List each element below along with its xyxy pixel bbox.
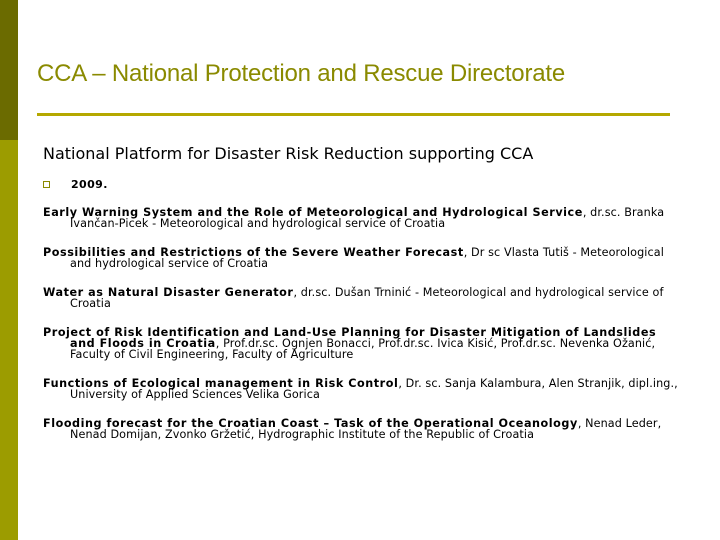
list-item [43,287,683,309]
sidebar-accent-bottom [0,140,18,540]
entry-authors: , dr.sc. Branka Ivančan-Picek - Meteorological and hydrological service of Croatia [70,206,665,230]
entry-authors: , Dr sc Vlasta Tutiš - Meteorological and hydrological service of Croatia [70,246,664,270]
title-underline [37,113,670,116]
list-item [43,247,683,269]
entry-title: Flooding forecast for the Croatian Coast – Task of the Operational Oceanology [43,417,578,430]
entry-title: Possibilities and Restrictions of the Severe Weather Forecast [43,246,464,259]
presentation-list [43,207,683,458]
slide-title: CCA – National Protection and Rescue Directorate [37,60,566,87]
list-item [43,418,683,440]
entry-title: Water as Natural Disaster Generator [43,286,294,299]
bullet-year: 2009. [71,178,108,191]
square-bullet-icon [43,181,50,188]
entry-authors: , Dr. sc. Sanja Kalambura, Alen Stranjik, dipl.ing., University of Applied Sciences Velika Gorica [70,377,678,401]
entry-authors: , dr.sc. Dušan Trninić - Meteorological and hydrological service of Croatia [70,286,664,310]
entry-title: Early Warning System and the Role of Meteorological and Hydrological Service [43,206,583,219]
entry-title: Project of Risk Identification and Land-Use Planning for Disaster Mitigation of Landslides and Floods in Croatia [43,326,657,350]
list-item [43,207,683,229]
slide-subtitle: National Platform for Disaster Risk Reduction supporting CCA [43,144,534,163]
entry-title: Functions of Ecological management in Risk Control [43,377,399,390]
list-item [43,327,683,360]
list-item [43,378,683,400]
entry-authors: , Nenad Leder, Nenad Domijan, Zvonko Gržetić, Hydrographic Institute of the Republic of Croatia [70,417,662,441]
entry-authors: , Prof.dr.sc. Ognjen Bonacci, Prof.dr.sc. Ivica Kisić, Prof.dr.sc. Nevenka Ožanić, Faculty of Civil Engineering, Faculty of Agriculture [70,337,656,361]
sidebar-accent-top [0,0,18,140]
